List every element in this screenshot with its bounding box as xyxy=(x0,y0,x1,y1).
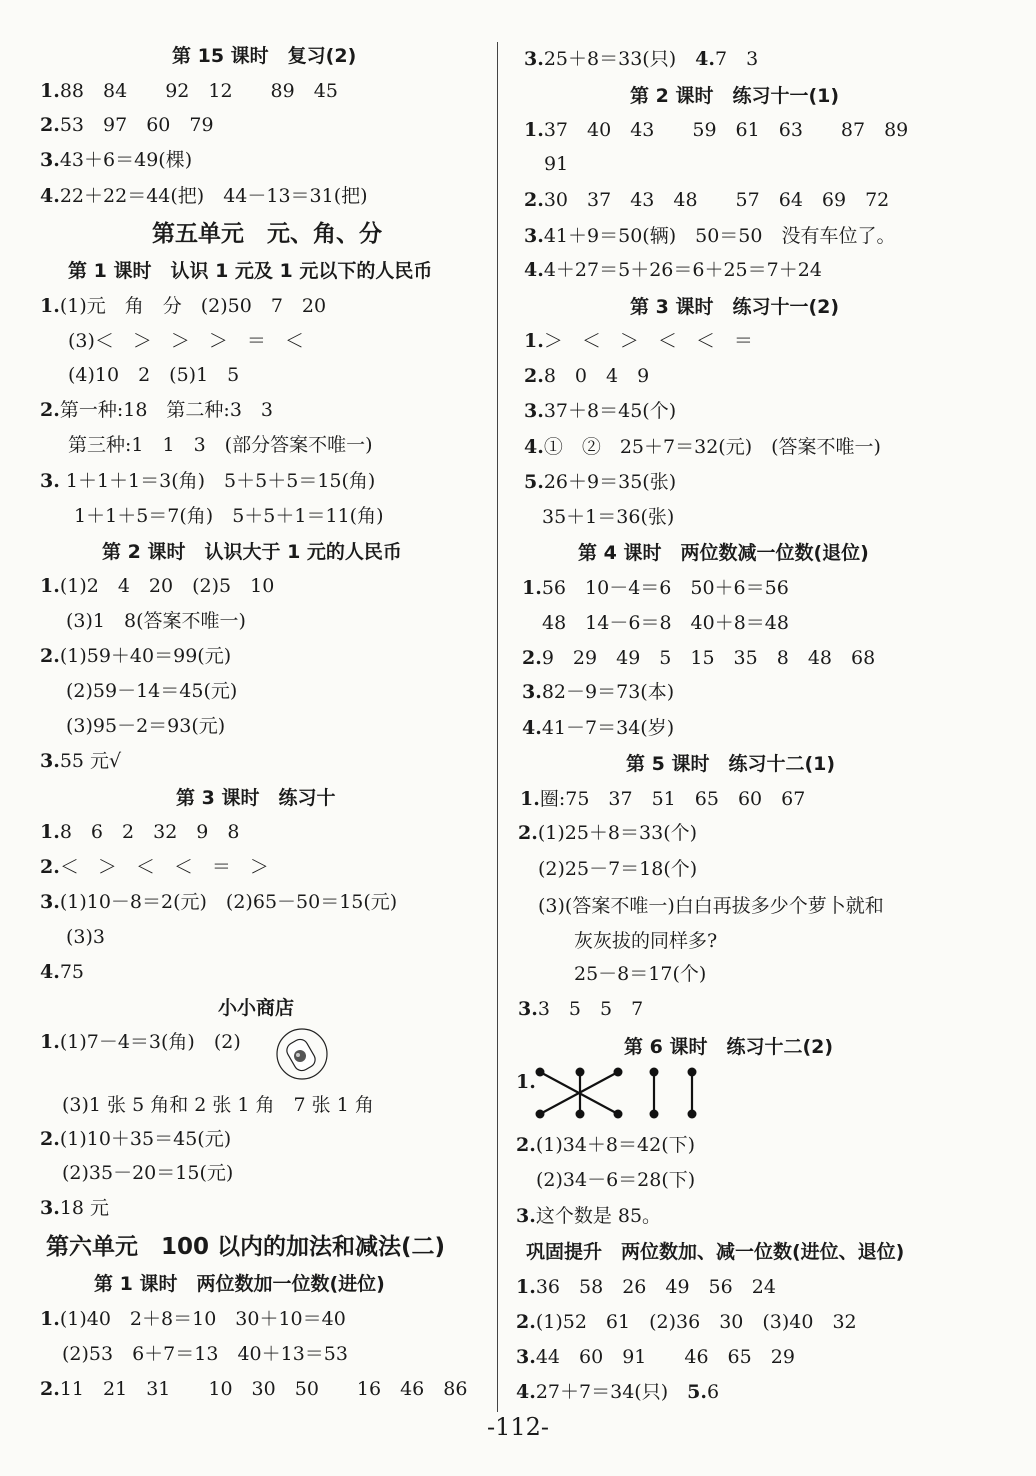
page-number: -112- xyxy=(486,1413,550,1441)
answer-row: 1.圈:75 37 51 65 60 67 xyxy=(520,788,806,810)
answer-row: 2.(1)34＋8＝42(下) xyxy=(516,1134,696,1156)
unit-6-title: 第六单元 100 以内的加法和减法(二) xyxy=(46,1234,446,1260)
lesson-5-practice-title: 第 5 课时 练习十二(1) xyxy=(626,753,836,775)
answer-row: 1.56 10－4＝6 50＋6＝56 xyxy=(522,577,789,599)
lesson-4-title: 第 4 课时 两位数减一位数(退位) xyxy=(578,542,869,564)
answer-row: 4.75 xyxy=(40,961,85,983)
answer-row: (3)3 xyxy=(66,926,106,948)
answer-row: 4.41－7＝34(岁) xyxy=(522,717,675,739)
answer-row: 1.(1)7－4＝3(角) (2) xyxy=(40,1031,241,1053)
matching-lines-figure xyxy=(534,1064,724,1122)
answer-row: 第三种:1 1 3 (部分答案不唯一) xyxy=(68,434,373,456)
answer-row: (3)(答案不唯一)白白再拔多少个萝卜就和 xyxy=(538,895,884,917)
answer-row: 25－8＝17(个) xyxy=(574,963,707,985)
answer-row: 3.这个数是 85。 xyxy=(516,1205,662,1227)
answer-row: 1.(1)2 4 20 (2)5 10 xyxy=(40,575,275,597)
answer-row: 1.(1)40 2＋8＝10 30＋10＝40 xyxy=(40,1308,346,1330)
lesson-2-practice-title: 第 2 课时 练习十一(1) xyxy=(630,85,840,107)
answer-row: 3.3 5 5 7 xyxy=(518,998,644,1020)
coin-wallet-illustration xyxy=(276,1026,330,1082)
lesson-3-practice-title: 第 3 课时 练习十一(2) xyxy=(630,296,840,318)
answer-row: (2)53 6＋7＝13 40＋13＝53 xyxy=(62,1343,348,1365)
answer-row: 3.(1)10－8＝2(元) (2)65－50＝15(元) xyxy=(40,891,398,913)
answer-row: 2.11 21 31 10 30 50 16 46 86 xyxy=(40,1378,468,1400)
answer-row: 1＋1＋5＝7(角) 5＋5＋1＝11(角) xyxy=(68,505,384,527)
little-shop-title: 小小商店 xyxy=(218,997,295,1019)
answer-row: 3.37＋8＝45(个) xyxy=(524,400,677,422)
answer-row: 5.26＋9＝35(张) xyxy=(524,471,677,493)
answer-row: 4.22＋22＝44(把) 44－13＝31(把) xyxy=(40,185,368,207)
answer-row: 2.＜ ＞ ＜ ＜ ＝ ＞ xyxy=(40,856,269,878)
answer-row: 3.18 元 xyxy=(40,1197,110,1219)
answer-row: 2.8 0 4 9 xyxy=(524,365,650,387)
answer-row: 1.＞ ＜ ＞ ＜ ＜ ＝ xyxy=(524,330,753,352)
lesson-15-title: 第 15 课时 复习(2) xyxy=(172,45,357,67)
answer-row: 2.(1)10＋35＝45(元) xyxy=(40,1128,232,1150)
answer-row: 3.82－9＝73(本) xyxy=(522,681,675,703)
answer-row: 1. xyxy=(516,1071,536,1093)
answer-row: (3)95－2＝93(元) xyxy=(66,715,226,737)
review-title: 巩固提升 两位数加、减一位数(进位、退位) xyxy=(526,1241,905,1263)
answer-row: 4.4＋27＝5＋26＝6＋25＝7＋24 xyxy=(524,259,822,281)
lesson-6-practice-title: 第 6 课时 练习十二(2) xyxy=(624,1036,834,1058)
answer-row: 3.41＋9＝50(辆) 50＝50 没有车位了。 xyxy=(524,225,896,247)
answer-row: 4.① ② 25＋7＝32(元) (答案不唯一) xyxy=(524,436,881,458)
answer-row: 3.44 60 91 46 65 29 xyxy=(516,1346,795,1368)
unit-5-lesson-3-title: 第 3 课时 练习十 xyxy=(176,787,336,809)
answer-row: 灰灰拔的同样多? xyxy=(574,930,718,952)
answer-row: 2.(1)52 61 (2)36 30 (3)40 32 xyxy=(516,1311,857,1333)
unit-6-lesson-1-title: 第 1 课时 两位数加一位数(进位) xyxy=(94,1273,385,1295)
answer-row: 2.(1)59＋40＝99(元) xyxy=(40,645,232,667)
column-divider xyxy=(497,42,498,1412)
answer-row: 1.(1)元 角 分 (2)50 7 20 xyxy=(40,295,327,317)
answer-row: 3. 1＋1＋1＝3(角) 5＋5＋5＝15(角) xyxy=(40,470,376,492)
answer-row: 91 xyxy=(544,153,569,175)
answer-row: (4)10 2 (5)1 5 xyxy=(68,364,240,386)
answer-row: (2)34－6＝28(下) xyxy=(536,1169,696,1191)
answer-row: 3.25＋8＝33(只) 4.7 3 xyxy=(524,48,759,70)
unit-5-lesson-1-title: 第 1 课时 认识 1 元及 1 元以下的人民币 xyxy=(68,260,433,282)
answer-row: 3.55 元√ xyxy=(40,750,122,772)
answer-row: 35＋1＝36(张) xyxy=(542,506,675,528)
answer-row: (3)1 8(答案不唯一) xyxy=(66,610,246,632)
answer-row: 48 14－6＝8 40＋8＝48 xyxy=(542,612,789,634)
answer-row: 2.9 29 49 5 15 35 8 48 68 xyxy=(522,647,876,669)
answer-row: 3.43＋6＝49(棵) xyxy=(40,149,193,171)
answer-row: 4.27＋7＝34(只) 5.6 xyxy=(516,1381,720,1403)
answer-row: 2.30 37 43 48 57 64 69 72 xyxy=(524,189,890,211)
answer-row: 2.53 97 60 79 xyxy=(40,114,214,136)
answer-row: (2)25－7＝18(个) xyxy=(538,858,698,880)
answer-row: 1.37 40 43 59 61 63 87 89 xyxy=(524,119,909,141)
unit-5-lesson-2-title: 第 2 课时 认识大于 1 元的人民币 xyxy=(102,541,402,563)
answer-row: (2)59－14＝45(元) xyxy=(66,680,238,702)
answer-row: 2.第一种:18 第二种:3 3 xyxy=(40,399,274,421)
answer-row: 2.(1)25＋8＝33(个) xyxy=(518,822,698,844)
answer-row: 1.8 6 2 32 9 8 xyxy=(40,821,240,843)
answer-row: (3)1 张 5 角和 2 张 1 角 7 张 1 角 xyxy=(62,1094,374,1116)
answer-row: 1.88 84 92 12 89 45 xyxy=(40,80,338,102)
answer-row: 1.36 58 26 49 56 24 xyxy=(516,1276,776,1298)
answer-row: (2)35－20＝15(元) xyxy=(62,1162,234,1184)
unit-5-title: 第五单元 元、角、分 xyxy=(152,221,382,247)
answer-row: (3)＜ ＞ ＞ ＞ ＝ ＜ xyxy=(68,330,304,352)
